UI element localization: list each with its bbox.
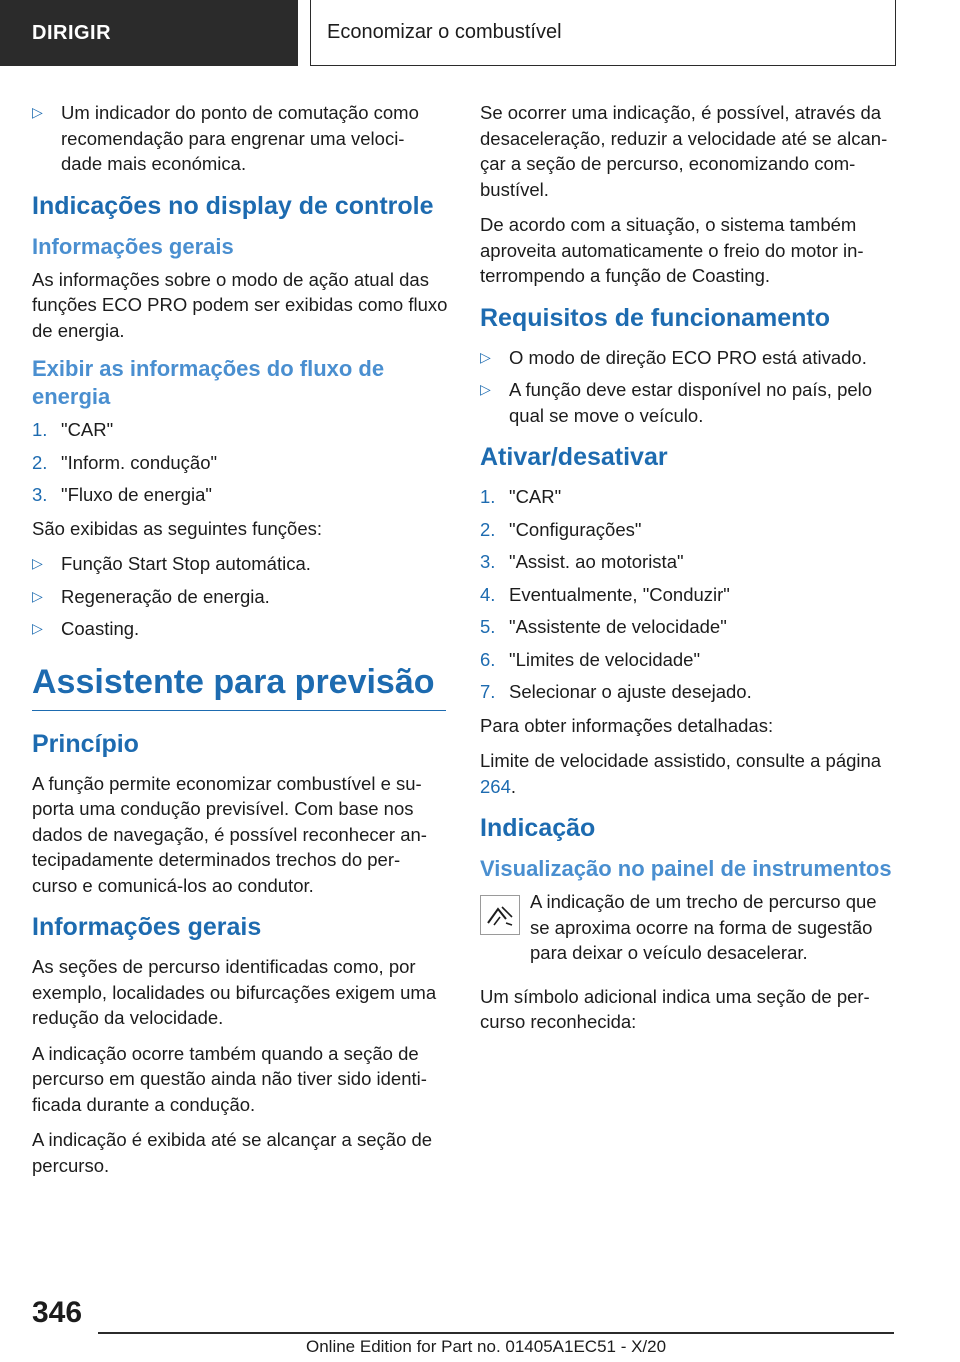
list-item: ▷ Um indicador do ponto de comutação como recomendação para engrenar uma veloci- dade mais económica. — [32, 102, 419, 174]
list-item: 3. "Assist. ao motorista" — [480, 551, 684, 572]
heading-show-energy-flow: Exibir as informações do fluxo de energia — [32, 356, 385, 409]
triangle-bullet-icon: ▷ — [32, 620, 43, 636]
paragraph: São exibidas as seguintes funções: — [32, 517, 323, 539]
list-item: 2. "Configurações" — [480, 518, 642, 540]
paragraph: A função permite economizar combustível e su- porta uma condução previsível. Com base nos dados de navegação, é possível reconhecer an- tecipadamente determinados trechos do per- curso e comunicá-los ao condutor. — [32, 772, 427, 896]
list-item: 6. "Limites de velocidade" — [480, 648, 701, 670]
right-column — [480, 100, 896, 1045]
section-tab: DIRIGIR — [0, 0, 298, 66]
requirements-list — [480, 345, 896, 429]
page-number: 346 — [32, 1296, 83, 1329]
triangle-bullet-icon: ▷ — [32, 555, 43, 571]
list-item: ▷ A função deve estar disponível no país, pelo qual se move o veículo. — [480, 379, 873, 426]
paragraph: De acordo com a situação, o sistema também aproveita automaticamente o freio do motor in- terrompendo a função de Coasting. — [480, 214, 864, 286]
heading-instrument-view: Visualização no painel de instrumentos — [480, 856, 892, 881]
triangle-bullet-icon: ▷ — [32, 587, 43, 604]
chapter-title: Economizar o combustível — [310, 0, 896, 66]
heading-activate: Ativar/desativar — [480, 443, 668, 471]
paragraph: A indicação é exibida até se alcançar a seção de percurso. — [32, 1129, 433, 1176]
functions-list — [32, 551, 448, 642]
heading-info-general: Informações gerais — [32, 233, 234, 259]
heading-display: Indicações no display de controle — [32, 191, 434, 220]
page-header — [0, 0, 960, 66]
list-item: ▷ Função Start Stop automática. — [32, 551, 448, 577]
page-link[interactable]: 264 — [480, 775, 511, 797]
paragraph: A indicação de um trecho de percurso que se aproxima ocorre na forma de sugestão para deixar o veículo desacelerar. — [530, 891, 877, 963]
list-item: 7. Selecionar o ajuste desejado. — [480, 681, 752, 702]
list-item: 5. "Assistente de velocidade" — [480, 616, 727, 637]
paragraph: A indicação ocorre também quando a seção de percurso em questão ainda não tiver sido identi- ficada durante a condução. — [32, 1042, 427, 1115]
paragraph: As informações sobre o modo de ação atual das funções ECO PRO podem ser exibidas como fluxo de energia. — [32, 268, 448, 341]
list-item: 4. Eventualmente, "Conduzir" — [480, 583, 730, 605]
icon-paragraph — [480, 889, 896, 966]
heading-info-general-2: Informações gerais — [32, 913, 262, 941]
paragraph: Se ocorrer uma indicação, é possível, através da desaceleração, reduzir a velocidade até se alcan- çar a seção de percurso, economizando com- bustível. — [480, 102, 888, 200]
list-item: 3. "Fluxo de energia" — [32, 484, 212, 505]
list-item: ▷ O modo de direção ECO PRO está ativado. — [480, 345, 896, 371]
heading-indication: Indicação — [480, 814, 596, 842]
list-item: ▷ Coasting. — [32, 616, 448, 642]
paragraph: As seções de percurso identificadas como, por exemplo, localidades ou bifurcações exigem uma redução da velocidade. — [32, 956, 437, 1028]
steps-list — [32, 417, 448, 508]
heading-principle: Princípio — [32, 729, 139, 758]
paragraph: Um símbolo adicional indica uma seção de per- curso reconhecida: — [480, 985, 870, 1032]
edition-note: Online Edition for Part no. 01405A1EC51 - X/20 — [306, 1337, 667, 1356]
heading-requirements: Requisitos de funcionamento — [480, 303, 831, 332]
triangle-bullet-icon: ▷ — [480, 348, 491, 365]
list-item: 1. "CAR" — [480, 486, 562, 507]
footer-divider — [98, 1332, 894, 1334]
paragraph-reference: Limite de velocidade assistido, consulte a página 264. — [480, 750, 882, 797]
heading-assistant: Assistente para previsão — [32, 660, 446, 711]
triangle-bullet-icon: ▷ — [480, 381, 491, 397]
list-item: ▷ Regeneração de energia. — [32, 584, 448, 610]
list-item: 1. "CAR" — [32, 419, 114, 440]
paragraph: Para obter informações detalhadas: — [480, 714, 774, 736]
steps-list — [480, 484, 896, 705]
intro-list — [32, 100, 448, 177]
road-curve-icon — [480, 895, 520, 935]
triangle-bullet-icon: ▷ — [32, 104, 43, 120]
list-item: 2. "Inform. condução" — [32, 451, 218, 473]
left-column — [32, 100, 448, 1188]
